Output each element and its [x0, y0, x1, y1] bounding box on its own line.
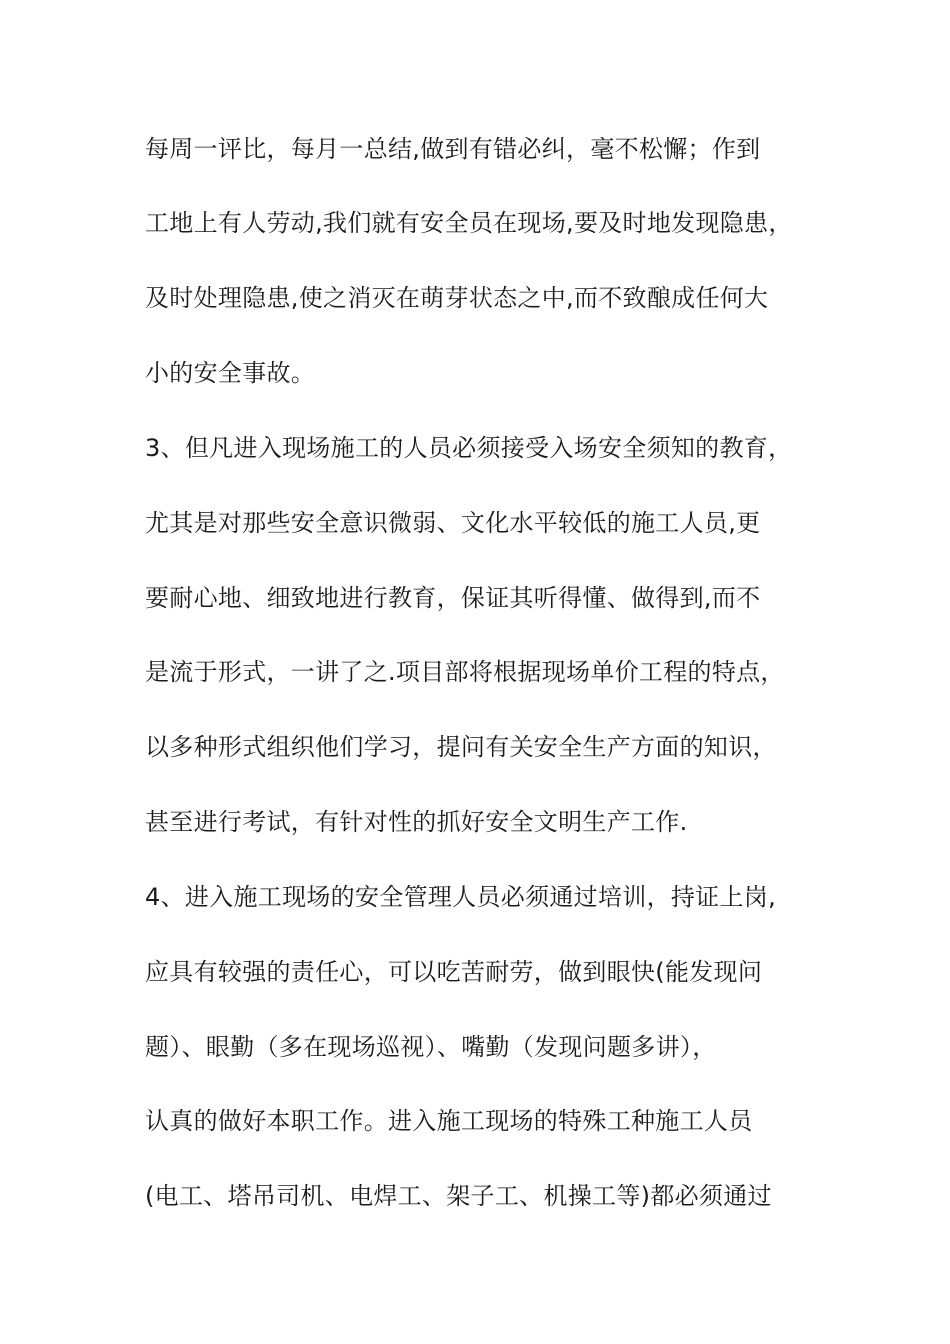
text-line-15: (电工、塔吊司机、电焊工、架子工、机操工等)都必须通过 [145, 1182, 772, 1210]
text-line-2: 工地上有人劳动,我们就有安全员在现场,要及时地发现隐患， [145, 209, 793, 237]
text-line-8: 是流于形式，一讲了之.项目部将根据现场单价工程的特点， [145, 658, 785, 686]
text-line-11: 4、进入施工现场的安全管理人员必须通过培训，持证上岗, [145, 883, 776, 911]
text-line-1: 每周一评比，每月一总结,做到有错必纠，毫不松懈；作到 [145, 135, 761, 163]
text-line-6: 尤其是对那些安全意识微弱、文化水平较低的施工人员,更 [145, 509, 761, 537]
text-line-10: 甚至进行考试，有针对性的抓好安全文明生产工作. [145, 808, 688, 836]
text-line-3: 及时处理隐患,使之消灭在萌芽状态之中,而不致酿成任何大 [145, 284, 769, 312]
text-line-13: 题）、眼勤（多在现场巡视）、嘴勤（发现问题多讲）， [145, 1033, 717, 1061]
text-line-4: 小的安全事故。 [145, 359, 316, 387]
text-line-12: 应具有较强的责任心，可以吃苦耐劳，做到眼快(能发现问 [145, 958, 763, 986]
text-line-7: 要耐心地、细致地进行教育，保证其听得懂、做得到,而不 [145, 584, 761, 612]
text-line-14: 认真的做好本职工作。进入施工现场的特殊工种施工人员 [145, 1107, 753, 1135]
text-line-5: 3、但凡进入现场施工的人员必须接受入场安全须知的教育， [145, 434, 793, 462]
text-line-9: 以多种形式组织他们学习，提问有关安全生产方面的知识， [145, 733, 777, 761]
